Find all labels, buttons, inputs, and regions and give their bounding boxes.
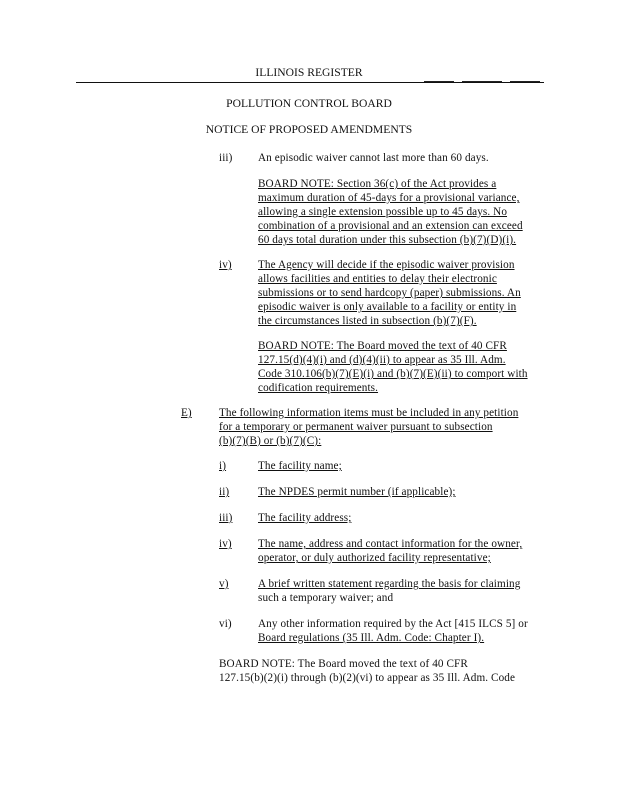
board-note-line: BOARD NOTE: Section 36(c) of the Act provides a [258, 178, 497, 190]
item-text-line: operator, or duly authorized facility representative; [258, 552, 491, 564]
item-text-segment: A brief written statement regarding the basis for claiming [258, 578, 521, 590]
header-rule-dash [510, 81, 540, 82]
header-rule-dash [424, 81, 454, 82]
board-note-line: BOARD NOTE: The Board moved the text of 40 CFR [219, 658, 468, 670]
item-number: iii) [219, 152, 233, 164]
item-text: An episodic waiver cannot last more than 60 days. [258, 152, 489, 164]
item-text: The NPDES permit number (if applicable); [258, 486, 456, 498]
subsection-text-line: The following information items must be included in any petition [219, 407, 519, 419]
board-note-line: 127.15(b)(2)(i) through (b)(2)(vi) to appear as 35 Ill. Adm. Code [219, 672, 516, 684]
item-text-line [258, 577, 520, 591]
board-note-line: 60 days total duration under this subsection (b)(7)(D)(i). [258, 234, 517, 246]
item-text-line: Board regulations (35 Ill. Adm. Code: Chapter I). [258, 632, 485, 644]
item-text-line: The name, address and contact information for the owner, [258, 538, 523, 550]
register-title: ILLINOIS REGISTER [255, 66, 363, 79]
item-number: vi) [219, 618, 232, 630]
item-text-line: Any other information required by the Act [415 ILCS 5] or [258, 618, 528, 630]
subsection-text-line: for a temporary or permanent waiver pursuant to subsection [219, 421, 493, 433]
item-number: iv) [219, 538, 232, 550]
item-text-line: The Agency will decide if the episodic waiver provision [258, 259, 515, 271]
board-note-line: codification requirements. [258, 382, 379, 394]
item-text-line: the circumstances listed in subsection (b)(7)(F). [258, 315, 477, 327]
item-text: The facility name; [258, 460, 342, 472]
item-text-line: episodic waiver is only available to a facility or entity in [258, 301, 517, 313]
item-text-line: such a temporary waiver; and [258, 592, 394, 604]
board-note-line: 127.15(d)(4)(i) and (d)(4)(ii) to appear as 35 Ill. Adm. [258, 354, 506, 366]
item-number: iii) [219, 512, 233, 524]
subsection-text-line: (b)(7)(B) or (b)(7)(C): [219, 435, 322, 447]
item-text: The facility address; [258, 512, 352, 524]
board-note-line: allowing a single extension possible up to 45 days. No [258, 206, 508, 218]
item-number: ii) [219, 486, 230, 498]
board-note-line: BOARD NOTE: The Board moved the text of 40 CFR [258, 340, 507, 352]
item-text-line: submissions or to send hardcopy (paper) submissions. An [258, 287, 521, 299]
agency-title: POLLUTION CONTROL BOARD [226, 97, 392, 110]
header-rule [76, 82, 544, 83]
subsection-label: E) [181, 407, 192, 419]
item-text-line: allows facilities and entities to delay their electronic [258, 273, 497, 285]
board-note-line: maximum duration of 45-days for a provisional variance, [258, 192, 520, 204]
item-number: iv) [219, 259, 232, 271]
header-rule-dash [462, 81, 502, 82]
notice-title: NOTICE OF PROPOSED AMENDMENTS [205, 123, 413, 136]
board-note-line: Code 310.106(b)(7)(E)(i) and (b)(7)(E)(ii) to comport with [258, 368, 528, 380]
item-number: i) [219, 460, 227, 472]
item-number: v) [219, 578, 229, 590]
board-note-line: combination of a provisional and an extension can exceed [258, 220, 523, 232]
